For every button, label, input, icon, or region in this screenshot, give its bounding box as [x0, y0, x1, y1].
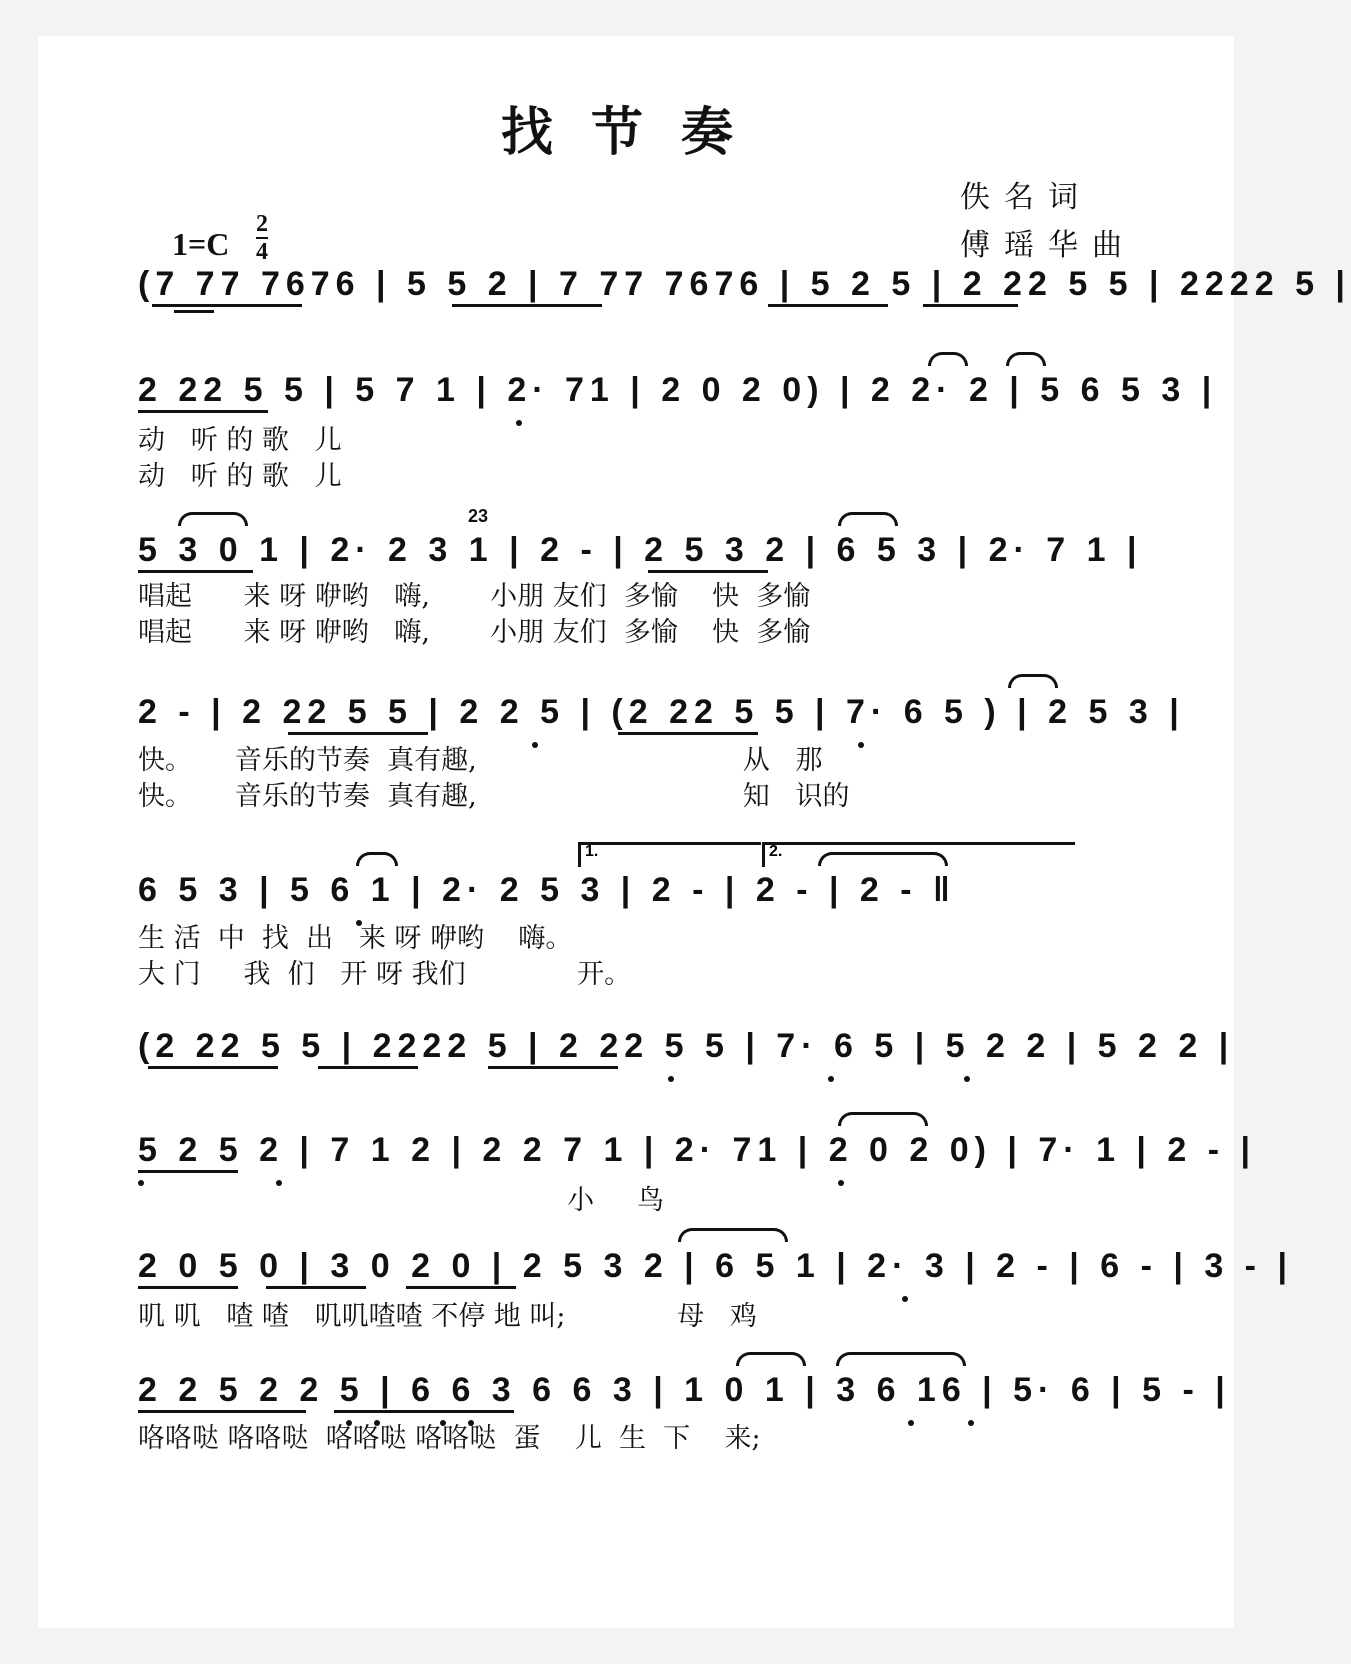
notation-line: 6 5 3 | 5 6 1 | 2· 2 5 3 | 2 - | 2 - | 2 - ‖ [138, 871, 956, 909]
beam [318, 1066, 418, 1069]
slur [1006, 352, 1046, 366]
composer-credit: 傅瑶华曲 [960, 228, 1136, 263]
notation-line: 2 2 5 2 2 5 | 6 6 3 6 6 3 | 1 0 1 | 3 6 16 | 5· 6 | 5 - | [138, 1371, 1231, 1409]
beam [768, 304, 888, 307]
tie [836, 1352, 966, 1366]
notation-line: 5 3 0 1 | 2· 2 3 1 | 2 - | 2 5 3 2 | 6 5 3 | 2· 7 1 | [138, 531, 1143, 569]
tie [818, 852, 948, 866]
beam [288, 732, 428, 735]
slur [838, 512, 898, 526]
beam [618, 732, 758, 735]
notation-line: 2 0 5 0 | 3 0 2 0 | 2 5 3 2 | 6 5 1 | 2· 3 | 2 - | 6 - | 3 - | [138, 1247, 1293, 1285]
notation-line: 2 - | 2 22 5 5 | 2 2 5 | (2 22 5 5 | 7· 6 5 ) | 2 5 3 | [138, 693, 1185, 731]
low-octave-dot [828, 1076, 834, 1082]
slur [178, 512, 248, 526]
staff-system-6 [138, 1024, 1235, 1068]
beam [148, 1066, 278, 1069]
lyric-verse-1: 快。 音乐的节奏 真有趣, 从 那 [138, 745, 823, 776]
lyric-verse-2: 动 听 的 歌 儿 [138, 461, 342, 492]
lyric-verse-2: 大 门 我 们 开 呀 我们 开。 [138, 959, 632, 990]
beam [923, 304, 1018, 307]
volta-2-label: 2. [769, 843, 783, 860]
beam [138, 410, 268, 413]
lyric-verse-1: 动 听 的 歌 儿 [138, 425, 342, 456]
beam [406, 1286, 516, 1289]
beam [138, 1410, 306, 1413]
staff-system-8 [138, 1244, 1293, 1288]
time-signature-top: 2 [256, 211, 268, 237]
slur [356, 852, 398, 866]
notation-line: 2 22 5 5 | 5 7 1 | 2· 71 | 2 0 2 0) | 2 2· 2 | 5 6 5 3 | [138, 371, 1218, 409]
staff-system-3 [138, 506, 1158, 572]
lyric-verse-2: 唱起 来 呀 咿哟 嗨, 小朋 友们 多愉 快 多愉 [138, 617, 811, 648]
lyric-verse-1: 咯咯哒 咯咯哒 咯咯哒 咯咯哒 蛋 儿 生 下 来; [138, 1423, 761, 1454]
low-octave-dot [964, 1076, 970, 1082]
lyric-verse-1: 小 鸟 [138, 1185, 665, 1216]
beam [138, 1170, 238, 1173]
lyricist-credit: 佚名词 [960, 180, 1092, 215]
notation-line: 5 2 5 2 | 7 1 2 | 2 2 7 1 | 2· 71 | 2 0 2 0) | 7· 1 | 2 - | [138, 1131, 1257, 1169]
grace-note: 23 [468, 506, 489, 526]
beam [648, 570, 768, 573]
lyric-verse-1: 叽 叽 喳 喳 叽叽喳喳 不停 地 叫; 母 鸡 [138, 1301, 757, 1332]
staff-system-1 [138, 262, 1351, 306]
beam [174, 310, 214, 313]
beam [452, 304, 602, 307]
notation-line: (7 77 7676 | 5 5 2 | 7 77 7676 | 5 2 5 | 2 22 5 5 | 2222 5 | [138, 265, 1351, 303]
beam [488, 1066, 618, 1069]
slur [1008, 674, 1058, 688]
time-signature-bottom: 4 [256, 239, 268, 265]
beam [334, 1410, 514, 1413]
staff-system-2 [138, 368, 1218, 412]
beam [152, 304, 302, 307]
lyric-verse-1: 唱起 来 呀 咿哟 嗨, 小朋 友们 多愉 快 多愉 [138, 581, 811, 612]
tie [678, 1228, 788, 1242]
staff-system-4 [138, 690, 1185, 734]
slur [736, 1352, 806, 1366]
time-signature [256, 212, 268, 264]
tie [838, 1112, 928, 1126]
beam [138, 1286, 238, 1289]
beam [266, 1286, 366, 1289]
lyric-verse-2: 快。 音乐的节奏 真有趣, 知 识的 [138, 781, 850, 812]
volta-1-label: 1. [585, 843, 599, 860]
key-signature: 1=C [172, 226, 230, 262]
volta-bracket-1 [578, 842, 761, 867]
lyric-verse-1: 生 活 中 找 出 来 呀 咿哟 嗨。 [138, 923, 573, 954]
low-octave-dot [668, 1076, 674, 1082]
notation-line: (2 22 5 5 | 2222 5 | 2 22 5 5 | 7· 6 5 | 5 2 2 | 5 2 2 | [138, 1027, 1235, 1065]
staff-system-9 [138, 1368, 1231, 1412]
song-title: 找节奏 [500, 102, 771, 163]
slur [928, 352, 968, 366]
staff-system-5 [138, 843, 1158, 912]
staff-system-7 [138, 1128, 1257, 1172]
beam [138, 570, 253, 573]
